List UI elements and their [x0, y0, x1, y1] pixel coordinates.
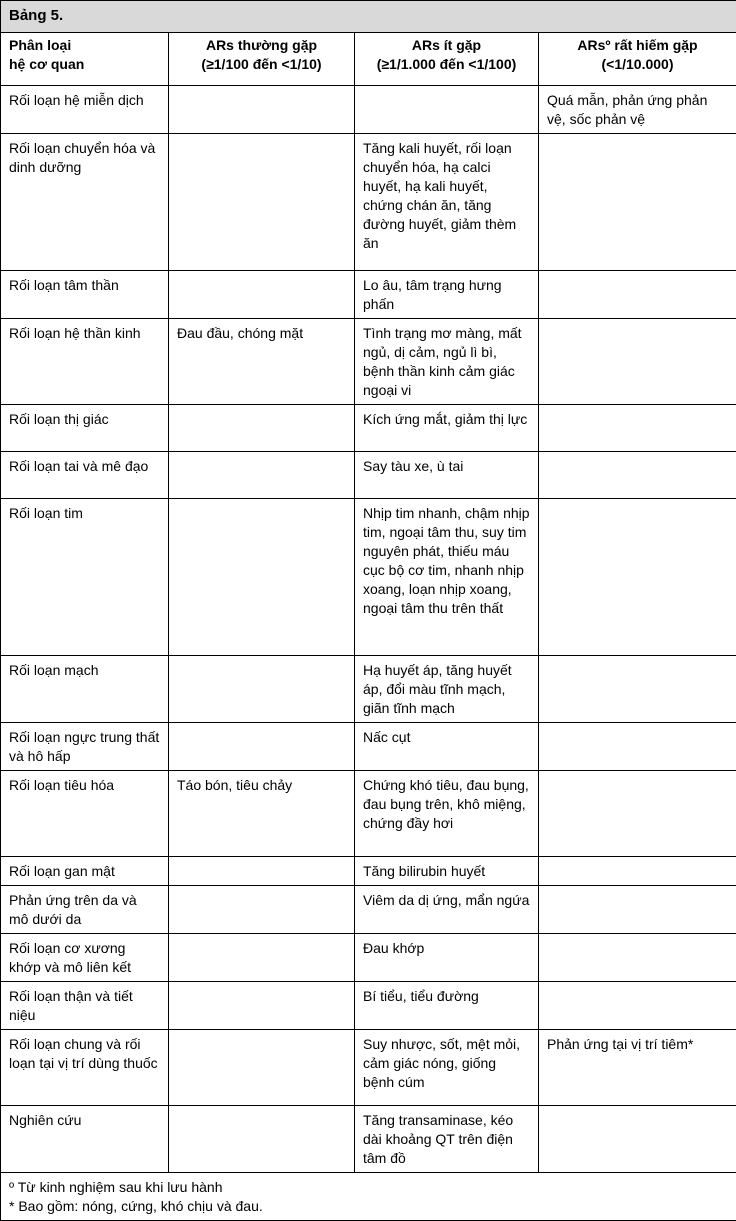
cell-uncommon: Chứng khó tiêu, đau bụng, đau bụng trên, khô miệng, chứng đầy hơi [355, 771, 539, 857]
cell-common [169, 723, 355, 771]
table-row [1, 319, 736, 405]
cell-very-rare [539, 886, 736, 934]
cell-organ-class: Rối loạn mạch [1, 656, 169, 723]
cell-very-rare [539, 982, 736, 1030]
cell-uncommon: Hạ huyết áp, tăng huyết áp, đổi màu tĩnh mạch, giãn tĩnh mạch [355, 656, 539, 723]
table-row [1, 857, 736, 886]
cell-common [169, 857, 355, 886]
cell-organ-class: Rối loạn tâm thần [1, 271, 169, 319]
cell-very-rare [539, 499, 736, 656]
header-very-rare-line2: (<1/10.000) [547, 55, 728, 74]
table-row [1, 1030, 736, 1106]
cell-very-rare [539, 452, 736, 499]
cell-uncommon: Lo âu, tâm trạng hưng phấn [355, 271, 539, 319]
header-uncommon-line1: ARs ít gặp [363, 36, 530, 55]
cell-organ-class: Rối loạn tai và mê đạo [1, 452, 169, 499]
cell-uncommon: Đau khớp [355, 934, 539, 982]
cell-organ-class: Phản ứng trên da và mô dưới da [1, 886, 169, 934]
table-row [1, 982, 736, 1030]
table-row [1, 1106, 736, 1173]
cell-organ-class: Rối loạn ngực trung thất và hô hấp [1, 723, 169, 771]
cell-uncommon: Say tàu xe, ù tai [355, 452, 539, 499]
cell-organ-class: Rối loạn hệ thần kinh [1, 319, 169, 405]
cell-very-rare [539, 271, 736, 319]
cell-common [169, 982, 355, 1030]
cell-uncommon: Nấc cụt [355, 723, 539, 771]
table-row [1, 86, 736, 134]
header-very-rare [539, 33, 736, 86]
cell-very-rare: Quá mẫn, phản ứng phản vệ, sốc phản vệ [539, 86, 736, 134]
cell-uncommon: Tăng bilirubin huyết [355, 857, 539, 886]
cell-very-rare [539, 1106, 736, 1173]
cell-organ-class: Rối loạn thị giác [1, 405, 169, 452]
header-common-line2: (≥1/100 đến <1/10) [177, 55, 346, 74]
cell-very-rare [539, 134, 736, 271]
cell-organ-class: Nghiên cứu [1, 1106, 169, 1173]
footnote-injection-site: * Bao gồm: nóng, cứng, khó chịu và đau. [9, 1197, 728, 1216]
cell-very-rare: Phản ứng tại vị trí tiêm* [539, 1030, 736, 1106]
cell-common [169, 134, 355, 271]
cell-uncommon: Viêm da dị ứng, mẩn ngứa [355, 886, 539, 934]
header-row [1, 33, 736, 86]
cell-common [169, 405, 355, 452]
cell-organ-class: Rối loạn hệ miễn dịch [1, 86, 169, 134]
table-row [1, 405, 736, 452]
cell-uncommon: Bí tiểu, tiểu đường [355, 982, 539, 1030]
header-common [169, 33, 355, 86]
table-row [1, 723, 736, 771]
header-organ-line2: hệ cơ quan [9, 55, 160, 74]
cell-organ-class: Rối loạn chuyển hóa và dinh dưỡng [1, 134, 169, 271]
header-organ-line1: Phân loại [9, 36, 160, 55]
cell-very-rare [539, 771, 736, 857]
cell-common [169, 271, 355, 319]
cell-uncommon [355, 86, 539, 134]
header-uncommon-line2: (≥1/1.000 đến <1/100) [363, 55, 530, 74]
cell-common [169, 886, 355, 934]
table-row [1, 656, 736, 723]
table-row [1, 771, 736, 857]
cell-very-rare [539, 319, 736, 405]
table-row [1, 271, 736, 319]
cell-common: Táo bón, tiêu chảy [169, 771, 355, 857]
cell-very-rare [539, 723, 736, 771]
footnote-post-marketing: º Từ kinh nghiệm sau khi lưu hành [9, 1178, 728, 1197]
header-uncommon [355, 33, 539, 86]
header-very-rare-line1: ARsº rất hiếm gặp [547, 36, 728, 55]
cell-uncommon: Kích ứng mắt, giảm thị lực [355, 405, 539, 452]
cell-organ-class: Rối loạn chung và rối loạn tại vị trí dùng thuốc [1, 1030, 169, 1106]
header-organ-class [1, 33, 169, 86]
cell-common [169, 656, 355, 723]
cell-very-rare [539, 656, 736, 723]
cell-common [169, 86, 355, 134]
table-body [1, 86, 736, 1173]
cell-common [169, 499, 355, 656]
cell-uncommon: Suy nhược, sốt, mệt mỏi, cảm giác nóng, giống bệnh cúm [355, 1030, 539, 1106]
cell-common [169, 452, 355, 499]
cell-very-rare [539, 857, 736, 886]
header-common-line1: ARs thường gặp [177, 36, 346, 55]
cell-common: Đau đầu, chóng mặt [169, 319, 355, 405]
cell-uncommon: Tăng transaminase, kéo dài khoảng QT trên điện tâm đồ [355, 1106, 539, 1173]
cell-organ-class: Rối loạn tiêu hóa [1, 771, 169, 857]
table-row [1, 499, 736, 656]
cell-uncommon: Nhịp tim nhanh, chậm nhịp tim, ngoại tâm thu, suy tim nguyên phát, thiếu máu cục bộ cơ tim, nhanh nhịp xoang, loạn nhịp xoang, ngoại tâm thu trên thất [355, 499, 539, 656]
cell-common [169, 934, 355, 982]
table-title: Bảng 5. [1, 1, 736, 33]
cell-organ-class: Rối loạn gan mật [1, 857, 169, 886]
cell-very-rare [539, 934, 736, 982]
table-row [1, 934, 736, 982]
cell-uncommon: Tình trạng mơ màng, mất ngủ, dị cảm, ngủ lì bì, bệnh thần kinh cảm giác ngoại vi [355, 319, 539, 405]
table-row [1, 134, 736, 271]
cell-common [169, 1030, 355, 1106]
cell-organ-class: Rối loạn cơ xương khớp và mô liên kết [1, 934, 169, 982]
cell-organ-class: Rối loạn thận và tiết niệu [1, 982, 169, 1030]
cell-common [169, 1106, 355, 1173]
cell-organ-class: Rối loạn tim [1, 499, 169, 656]
footnotes [1, 1173, 736, 1221]
table-row [1, 886, 736, 934]
table-row [1, 452, 736, 499]
cell-very-rare [539, 405, 736, 452]
cell-uncommon: Tăng kali huyết, rối loạn chuyển hóa, hạ calci huyết, hạ kali huyết, chứng chán ăn, tăng đường huyết, giảm thèm ăn [355, 134, 539, 271]
